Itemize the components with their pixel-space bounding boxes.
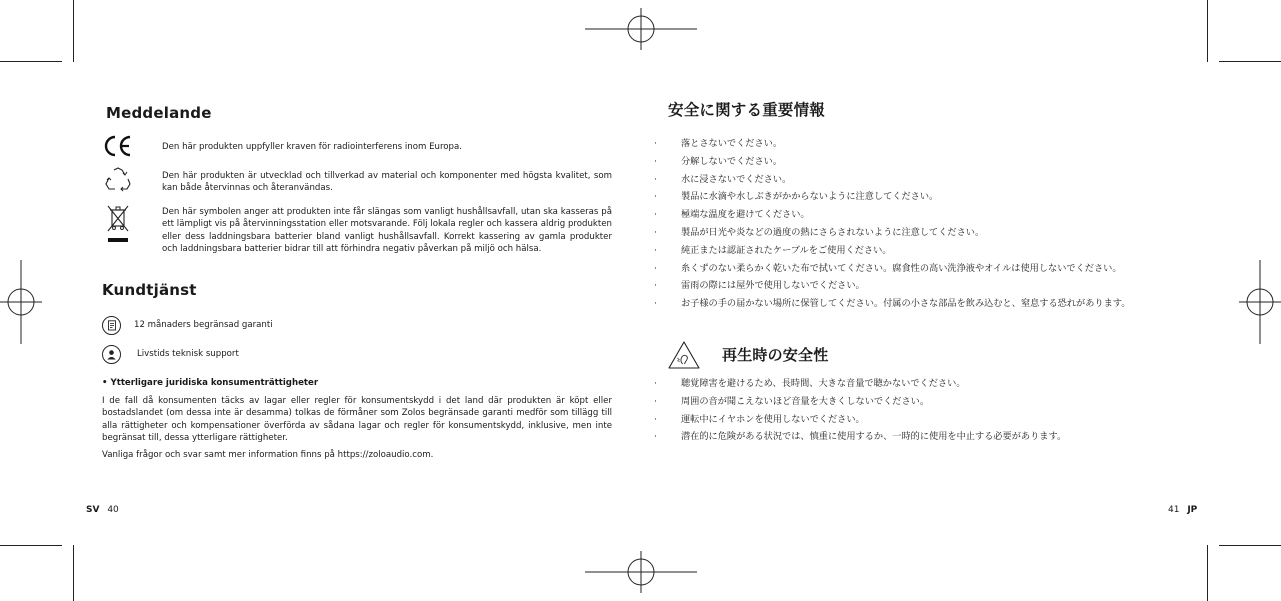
footer-lang-jp: JP	[1187, 505, 1198, 515]
warranty-row	[102, 316, 273, 335]
weee-crossed-bin-icon	[102, 203, 134, 245]
list-item: · 周囲の音が聞こえないほど音量を大きくしないでください。	[654, 395, 930, 407]
crop-mark	[0, 545, 62, 546]
list-item: · 糸くずのない柔らかく乾いた布で拭いてください。腐食性の高い洗浄液やオイルは使用しないでください。	[654, 262, 1122, 274]
list-item: · 運転中にイヤホンを使用しないでください。	[654, 413, 865, 425]
list-item: · 純正または認証されたケーブルをご使用ください。	[654, 244, 892, 256]
list-item: · 聴覚障害を避けるため、長時間、大きな音量で聴かないでください。	[654, 378, 966, 389]
support-row	[102, 345, 239, 364]
legal-text: I de fall då konsumenten täcks av lagar eller regler för konsumentskydd i det land där produkten är köpt eller bostadslandet (om dessa inte är desamma) tolkas de förmåner som Zolos begränsade garanti medför som tillägg till alla rättigheter och kompensationer överförda av sådana lagar och regler för konsumentskydd, inklusive, men inte begränsat till, dessa ytterligare rättigheter.	[102, 396, 612, 443]
list-item: · 極端な温度を避けてください。	[654, 209, 810, 221]
hearing-warning-icon	[667, 340, 701, 370]
list-item: · 雷雨の際には屋外で使用しないでください。	[654, 280, 865, 292]
crop-mark	[0, 61, 62, 62]
warranty-text: 12 månaders begränsad garanti	[134, 320, 273, 331]
recycle-icon	[102, 166, 134, 194]
safety-title: 安全に関する重要情報	[668, 101, 826, 119]
notice-text-ce: Den här produkten uppfyller kraven för radiointerferens inom Europa.	[162, 142, 463, 152]
footer-lang-sv: SV	[86, 505, 100, 515]
playback-title: 再生時の安全性	[722, 346, 829, 364]
playback-list	[654, 375, 1214, 446]
registration-mark-icon	[585, 551, 697, 593]
footer-page-number-left: 40	[107, 505, 119, 515]
list-item: · お子様の手の届かない場所に保管してください。付属の小さな部品を飲み込むと、窒息する恐れがあります。	[654, 298, 1131, 310]
list-item: · 潜在的に危険がある状況では、慎重に使用するか、一時的に使用を中止する必要があります。	[654, 431, 1067, 443]
customer-service-title: Kundtjänst	[102, 281, 197, 299]
crop-mark	[1219, 61, 1281, 62]
legal-heading: • Ytterligare juridiska konsumenträttigheter	[102, 378, 319, 388]
list-item: · 落とさないでください。	[654, 138, 783, 149]
registration-mark-icon	[585, 8, 697, 50]
crop-mark	[1219, 545, 1281, 546]
notice-title: Meddelande	[106, 104, 212, 122]
notice-text-recycle: Den här produkten är utvecklad och tillverkad av material och komponenter med högsta kvalitet, som kan både återvinnas och återanvändas.	[162, 171, 612, 194]
right-footer	[1168, 505, 1197, 515]
crop-mark	[1207, 545, 1208, 601]
registration-mark-icon	[1239, 260, 1281, 344]
safety-list	[654, 135, 1214, 313]
list-item: · 製品に水滴や水しぶきがかからないように注意してください。	[654, 191, 939, 203]
list-item: · 製品が日光や炎などの過度の熱にさらされないように注意してください。	[654, 226, 985, 238]
crop-mark	[73, 0, 74, 62]
notice-text-weee: Den här symbolen anger att produkten inte får slängas som vanligt hushållsavfall, utan ska kasseras på ett lämpligt vis på återvinningsstation eller motsvarande. Följ lokala regler och kassera aldrig produkten eller dess laddningsbara batterier bland vanligt hushållsavfall. Korrekt kassering av gamla produkter och laddningsbara batterier bidrar till att förhindra negativ påverkan på miljö och hälsa.	[162, 207, 612, 254]
list-item: · 分解しないでください。	[654, 155, 783, 167]
registration-mark-icon	[0, 260, 42, 344]
ce-mark-icon	[102, 133, 134, 159]
footer-page-number-right: 41	[1168, 505, 1180, 515]
crop-mark	[73, 545, 74, 601]
faq-text: Vanliga frågor och svar samt mer information finns på https://zoloaudio.com.	[102, 450, 434, 460]
list-item: · 水に浸さないでください。	[654, 173, 792, 185]
warranty-document-icon	[102, 316, 121, 335]
support-person-icon	[102, 345, 121, 364]
support-text: Livstids teknisk support	[137, 349, 239, 360]
crop-mark	[1207, 0, 1208, 62]
left-footer	[86, 505, 119, 515]
